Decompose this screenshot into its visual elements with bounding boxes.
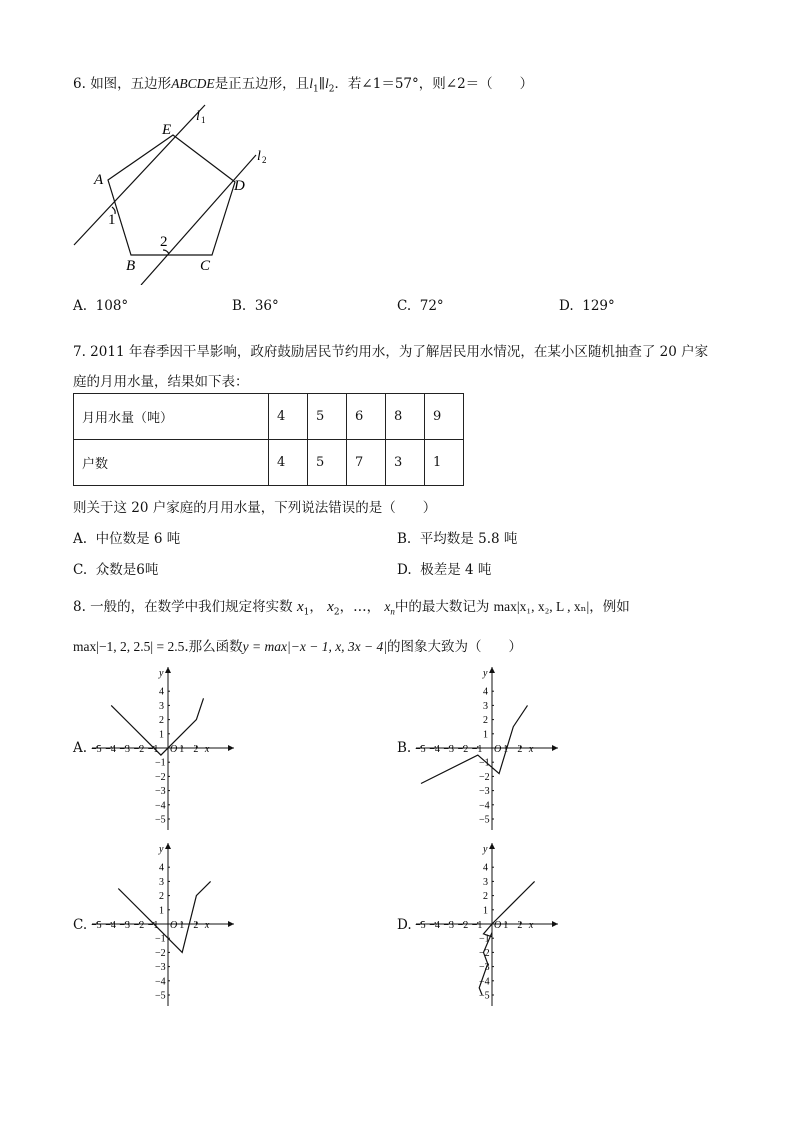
graph-option-a[interactable] <box>88 664 238 834</box>
x-tick-label: 2 <box>517 744 523 755</box>
q8-function: y = max|−x − 1, x, 3x − 4| <box>242 639 387 654</box>
table-cell: 6 <box>347 394 386 440</box>
x-tick-label: 2 <box>517 920 523 931</box>
y-tick-label: −1 <box>479 933 490 945</box>
q6-option-c-text: 72° <box>419 298 444 314</box>
graph-option-c[interactable] <box>88 840 238 1010</box>
table-cell: 1 <box>425 440 464 486</box>
label-l1: l <box>196 109 200 124</box>
y-tick-label: 3 <box>159 876 164 888</box>
q6-parallel: ∥ <box>318 76 325 92</box>
x-tick-label: −1 <box>471 920 483 931</box>
q6-stem-d: ．若∠1＝57°，则∠2＝（ ） <box>334 76 534 92</box>
y-tick-label: 1 <box>483 905 488 917</box>
x-tick-label: −2 <box>133 744 145 755</box>
q8-comma3: ， <box>366 599 381 615</box>
y-tick-label: −5 <box>155 990 166 1002</box>
vertex-A: A <box>94 172 104 188</box>
q6-option-b-letter: B. <box>232 298 247 314</box>
q6-l2-sub: 2 <box>328 84 335 95</box>
q8-x1: x <box>296 599 304 615</box>
q7-option-b[interactable] <box>397 527 517 547</box>
q6-stem-b: ABCDE <box>171 76 215 91</box>
table-row <box>74 440 464 486</box>
y-tick-label: −3 <box>479 962 490 974</box>
x-tick-label: 1 <box>503 744 509 755</box>
q8-x2-sub: 2 <box>333 607 340 618</box>
x-tick-label: −1 <box>147 744 159 755</box>
y-tick-label: 2 <box>159 891 164 903</box>
angle-1-label: 1 <box>108 212 116 228</box>
origin-label: O <box>170 744 178 755</box>
q8-option-b-letter[interactable]: B. <box>397 740 412 756</box>
origin-label: O <box>494 744 502 755</box>
y-tick-label: 3 <box>159 700 164 712</box>
q6-l2: l <box>324 76 329 91</box>
q8-x2: x <box>327 599 334 615</box>
q8-line2-c: 的图象大致为（ ） <box>387 639 522 655</box>
x-axis-arrow <box>552 745 558 751</box>
water-usage-table <box>73 393 464 486</box>
x-tick-label: −3 <box>119 744 131 755</box>
y-tick-label: −5 <box>479 990 490 1002</box>
graph-option-d[interactable] <box>412 840 562 1010</box>
label-l2-sub: 2 <box>262 155 267 165</box>
angle-2-arc <box>163 250 169 254</box>
y-tick-label: −5 <box>155 814 166 826</box>
y-tick-label: −1 <box>155 933 166 945</box>
q6-option-c-letter: C. <box>397 298 412 314</box>
q6-option-a-text: 108° <box>95 298 129 314</box>
q7-stem-line2: 庭的月用水量，结果如下表： <box>73 374 249 390</box>
x-tick-label: 1 <box>179 920 185 931</box>
q6-l1-sub: 1 <box>312 84 319 95</box>
angle-2-label: 2 <box>160 234 168 250</box>
y-tick-label: −5 <box>479 814 490 826</box>
y-tick-label: −3 <box>155 962 166 974</box>
table-cell: 3 <box>386 440 425 486</box>
y-axis-label: y <box>483 668 488 679</box>
y-tick-label: 4 <box>483 686 488 698</box>
y-axis-label: y <box>159 668 164 679</box>
y-axis-arrow <box>165 667 171 673</box>
q7-question: 则关于这 20 户家庭的月用水量，下列说法错误的是（ ） <box>73 500 437 516</box>
x-tick-label: −5 <box>415 744 426 755</box>
q8-dots: … <box>353 599 367 615</box>
q7-option-d-text: 极差是 4 吨 <box>420 562 492 578</box>
y-tick-label: −4 <box>155 800 166 812</box>
vertex-D: D <box>234 178 245 194</box>
q8-line2-b: .那么函数 <box>184 639 243 655</box>
q6-option-d[interactable] <box>559 298 615 314</box>
q8-xn-sub: n <box>390 606 395 617</box>
x-axis-label: x <box>204 920 210 931</box>
x-tick-label: −2 <box>457 744 469 755</box>
origin-label: O <box>170 920 178 931</box>
q6-option-d-text: 129° <box>582 298 615 314</box>
y-tick-label: −2 <box>155 771 166 783</box>
x-tick-label: 2 <box>193 744 199 755</box>
y-tick-label: 2 <box>483 891 488 903</box>
q8-line1-b: 中的最大数记为 <box>394 599 490 615</box>
y-axis-arrow <box>165 843 171 849</box>
q6-number: 6. <box>73 76 86 92</box>
x-axis-label: x <box>528 920 534 931</box>
q8-line1-c: ，例如 <box>589 599 630 615</box>
vertex-E: E <box>162 122 172 138</box>
y-tick-label: 3 <box>483 876 488 888</box>
y-tick-label: 4 <box>159 862 164 874</box>
table-cell: 5 <box>308 440 347 486</box>
label-l2: l <box>257 149 261 164</box>
q8-option-a-letter[interactable]: A. <box>73 740 88 756</box>
x-axis-label: x <box>204 744 210 755</box>
q6-option-d-letter: D. <box>559 298 574 314</box>
q7-option-d[interactable] <box>397 558 491 578</box>
y-tick-label: −2 <box>479 947 490 959</box>
origin-label: O <box>494 920 502 931</box>
x-tick-label: −4 <box>429 920 440 931</box>
q7-stem-line1: 7. 2011 年春季因干旱影响，政府鼓励居民节约用水，为了解居民用水情况，在某小区随机抽查了 20 户家 <box>73 344 709 360</box>
x-tick-label: −4 <box>105 920 116 931</box>
y-tick-label: 2 <box>159 715 164 727</box>
q6-stem <box>73 72 533 95</box>
table-cell: 4 <box>269 440 308 486</box>
y-tick-label: 4 <box>483 862 488 874</box>
x-tick-label: −3 <box>443 920 455 931</box>
y-tick-label: 4 <box>159 686 164 698</box>
y-tick-label: −1 <box>155 757 166 769</box>
y-axis-label: y <box>483 844 488 855</box>
y-tick-label: 1 <box>159 729 164 741</box>
q6-option-a-letter: A. <box>73 298 88 314</box>
table-row <box>74 394 464 440</box>
y-tick-label: −4 <box>479 976 490 988</box>
q7-option-d-letter: D. <box>397 562 412 578</box>
q8-comma1: ， <box>309 599 323 615</box>
y-tick-label: 1 <box>483 729 488 741</box>
x-axis-label: x <box>528 744 534 755</box>
table-cell: 9 <box>425 394 464 440</box>
vertex-B: B <box>126 258 136 274</box>
q6-stem-c: 是正五边形，且 <box>214 76 310 92</box>
y-tick-label: −1 <box>479 757 490 769</box>
q6-l1: l <box>309 76 313 91</box>
line-l2 <box>141 155 256 285</box>
q8-stem-line1 <box>73 595 630 618</box>
pentagon-abcde <box>108 135 235 255</box>
x-tick-label: −2 <box>457 920 469 931</box>
y-tick-label: −4 <box>479 800 490 812</box>
q7-option-a-letter: A. <box>73 531 88 547</box>
q8-comma2: ， <box>339 599 354 615</box>
y-tick-label: 3 <box>483 700 488 712</box>
vertex-C: C <box>200 258 211 274</box>
q8-x1-sub: 1 <box>303 607 310 618</box>
q8-option-d-letter[interactable]: D. <box>397 917 412 933</box>
x-tick-label: −3 <box>119 920 131 931</box>
x-tick-label: 2 <box>193 920 199 931</box>
y-axis-label: y <box>159 844 164 855</box>
q6-option-b[interactable] <box>232 298 279 314</box>
table-cell: 5 <box>308 394 347 440</box>
y-tick-label: −3 <box>479 786 490 798</box>
y-tick-label: −2 <box>155 947 166 959</box>
y-axis-arrow <box>489 667 495 673</box>
x-tick-label: 1 <box>179 744 185 755</box>
q8-option-c-letter[interactable]: C. <box>73 917 88 933</box>
q7-option-c[interactable] <box>73 558 158 578</box>
q8-line1-a: 8. 一般的，在数学中我们规定将实数 <box>73 599 293 615</box>
y-tick-label: 2 <box>483 715 488 727</box>
x-tick-label: −5 <box>415 920 426 931</box>
q7-option-c-letter: C. <box>73 562 88 578</box>
q6-option-b-text: 36° <box>254 298 279 314</box>
x-tick-label: 1 <box>503 920 509 931</box>
q7-option-b-letter: B. <box>397 531 412 547</box>
x-tick-label: −4 <box>429 744 440 755</box>
q7-option-a[interactable] <box>73 527 180 547</box>
x-tick-label: −2 <box>133 920 145 931</box>
label-l1-sub: 1 <box>201 115 206 125</box>
x-tick-label: −1 <box>471 744 483 755</box>
q8-example: max|−1, 2, 2.5| = 2.5 <box>73 639 185 654</box>
function-curve <box>492 881 535 924</box>
y-axis-arrow <box>489 843 495 849</box>
x-axis-arrow <box>228 745 234 751</box>
table-row1-header: 月用水量（吨） <box>74 394 269 440</box>
y-tick-label: −4 <box>155 976 166 988</box>
x-tick-label: −1 <box>147 920 159 931</box>
y-tick-label: 1 <box>159 905 164 917</box>
y-tick-label: −2 <box>479 771 490 783</box>
table-cell: 8 <box>386 394 425 440</box>
q8-stem-line2 <box>73 635 522 655</box>
x-axis-arrow <box>228 921 234 927</box>
x-tick-label: −4 <box>105 744 116 755</box>
q6-option-a[interactable] <box>73 298 128 314</box>
q6-option-c[interactable] <box>397 298 444 314</box>
y-tick-label: −3 <box>155 786 166 798</box>
graph-option-b[interactable] <box>412 664 562 834</box>
q6-stem-a: 如图，五边形 <box>90 76 172 92</box>
table-cell: 4 <box>269 394 308 440</box>
table-cell: 7 <box>347 440 386 486</box>
x-tick-label: −5 <box>91 920 102 931</box>
q7-option-c-text: 众数是6吨 <box>95 562 159 578</box>
x-tick-label: −3 <box>443 744 455 755</box>
pentagon-figure <box>60 100 290 285</box>
q7-option-b-text: 平均数是 5.8 吨 <box>419 531 518 547</box>
q7-option-a-text: 中位数是 6 吨 <box>95 531 181 547</box>
x-tick-label: −5 <box>91 744 102 755</box>
q8-max-definition: max|x₁, x₂, L , xₙ| <box>493 599 590 614</box>
x-axis-arrow <box>552 921 558 927</box>
q8-xn: x <box>384 599 391 614</box>
table-row2-header: 户数 <box>74 440 269 486</box>
